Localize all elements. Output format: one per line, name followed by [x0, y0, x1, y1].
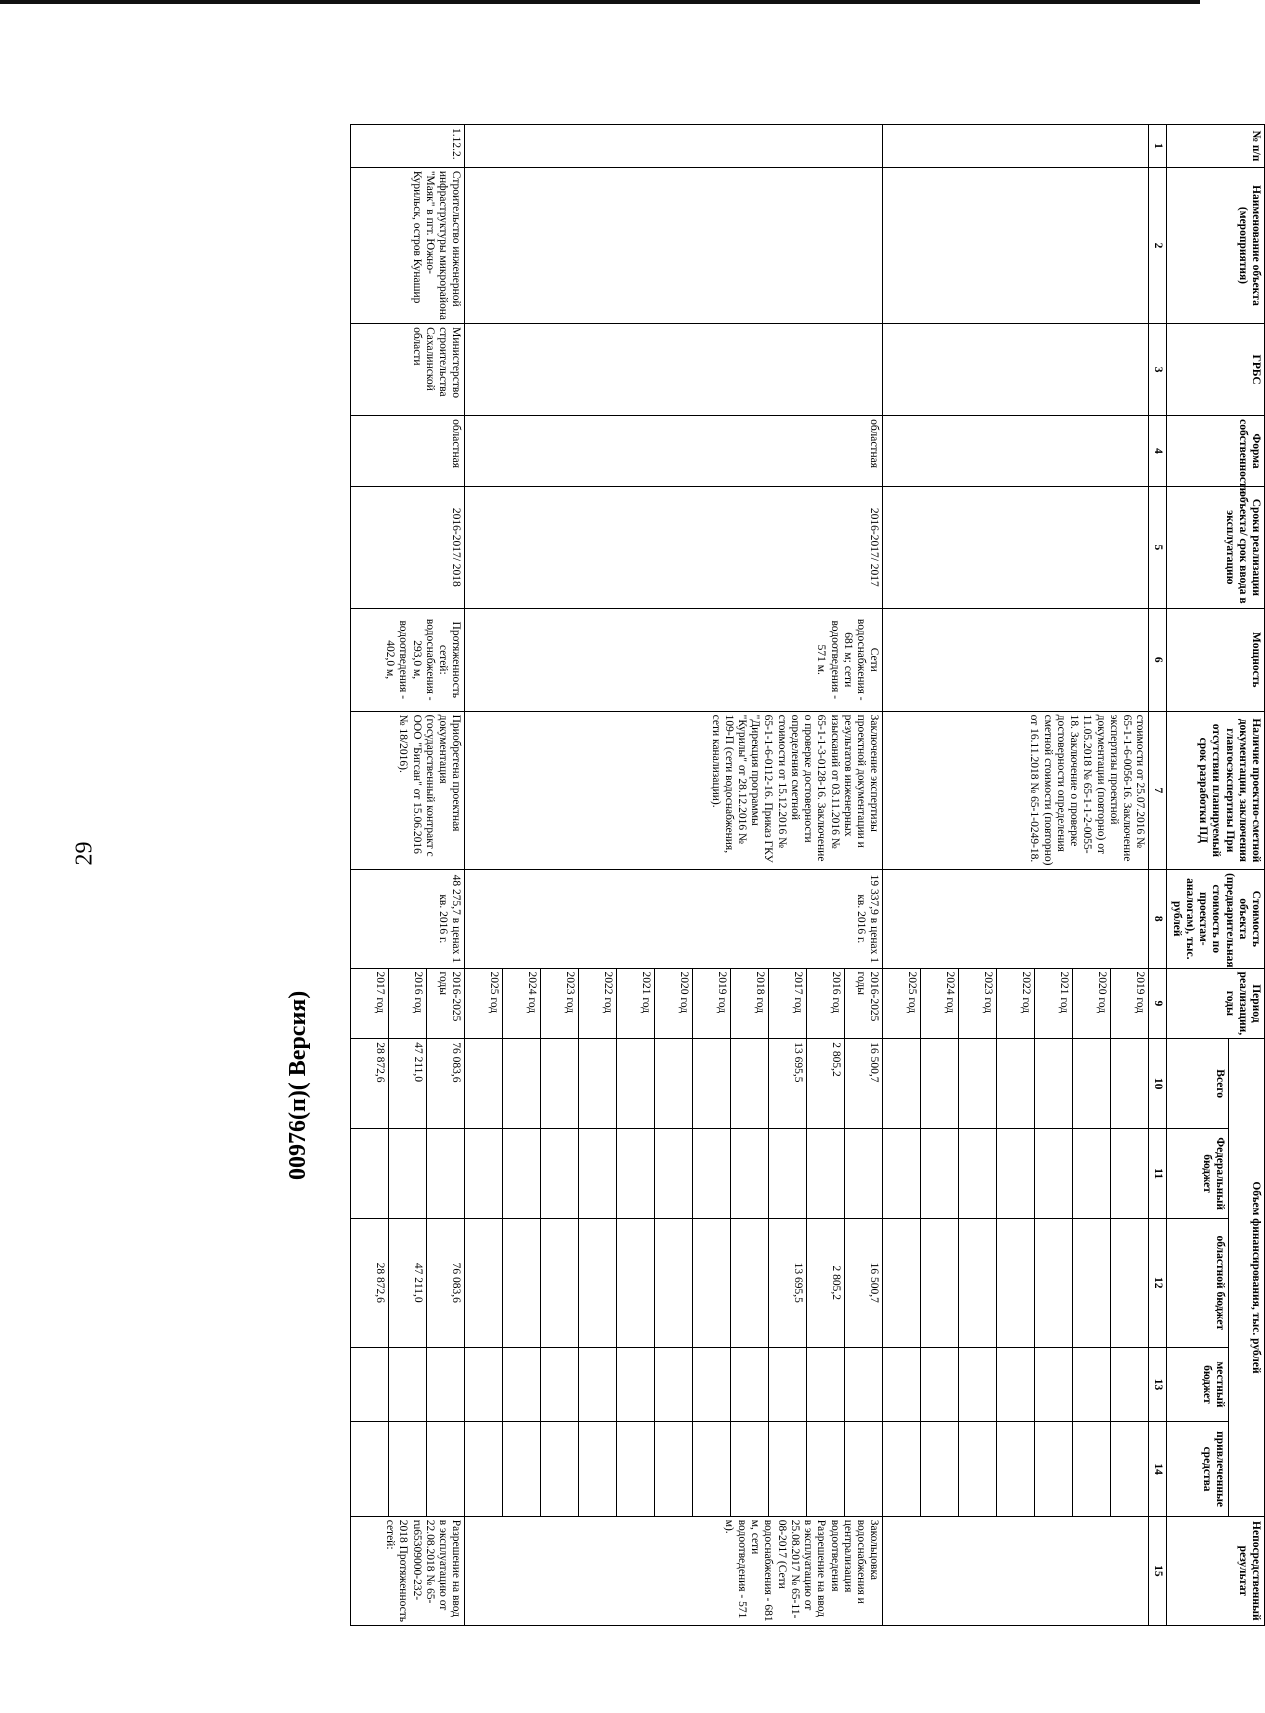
header-row — [1229, 125, 1265, 1626]
period-cell: 2016 год — [389, 968, 427, 1039]
period-cell: 2023 год — [541, 968, 579, 1039]
header-total: Всего — [1167, 1039, 1229, 1129]
period-cell: 2024 год — [503, 968, 541, 1039]
obj2-cost: 48 275,7 в ценах 1 кв. 2016 г. — [351, 870, 465, 968]
col-number: 4 — [1149, 416, 1167, 487]
col-number: 1 — [1149, 125, 1167, 168]
cont-docs-cell: стоимости от 25.07.2016 № 65-1-1-6-0056-16. Заключение экспертизы проектной документации (повторно) от 11.05.2018 № 65-1-1-2-0055-18. Заключение о проверке достоверности определения сметной стоимости (повторно) от 16.11.2018 № 65-1-0249-18. — [883, 711, 1149, 869]
period-cell: 2019 год — [693, 968, 731, 1039]
period-cell: 2017 год — [351, 968, 389, 1039]
obj1-capacity: Сети водоснабжения - 681 м; сети водоотведения - 571 м. — [465, 608, 883, 711]
header-name: Наименование объекта (мероприятия) — [1167, 167, 1265, 323]
column-number-row — [1149, 125, 1167, 1626]
regional-cell: 16 500,7 — [845, 1219, 883, 1347]
col-number: 10 — [1149, 1039, 1167, 1129]
obj1-form: областная — [465, 416, 883, 487]
period-cell: 2025 год — [883, 968, 921, 1039]
period-cell: 2021 год — [617, 968, 655, 1039]
header-attracted: привлеченные средства — [1167, 1422, 1229, 1516]
period-cell: 2022 год — [997, 968, 1035, 1039]
period-cell: 2018 год — [731, 968, 769, 1039]
period-cell: 2021 год — [1035, 968, 1073, 1039]
obj2-docs: Приобретена проектная документация (государственный контракт с ООО "Бигсан" от 15.06.2016 № 18/2016). — [351, 711, 465, 869]
obj2-terms: 2016-2017/ 2018 — [351, 486, 465, 608]
financing-table — [350, 124, 1265, 1626]
scan-top-border — [0, 0, 1200, 4]
period-cell: 2017 год — [769, 968, 807, 1039]
col-number: 7 — [1149, 711, 1167, 869]
total-cell: 16 500,7 — [845, 1039, 883, 1129]
col-number: 13 — [1149, 1347, 1167, 1422]
regional-cell: 2 805,2 — [807, 1219, 845, 1347]
header-terms: Сроки реализации объекта/ срок ввода в эксплуатацию — [1167, 486, 1265, 608]
col-number: 15 — [1149, 1516, 1167, 1625]
period-cell: 2016-2025 годы — [427, 968, 465, 1039]
page-number: 29 — [71, 841, 98, 866]
period-cell: 2020 год — [655, 968, 693, 1039]
obj1-docs: Заключение экспертизы проектной документации и результатов инженерных изысканий от 03.11.2016 № 65-1-1-3-0128-16. Заключение о проверке достоверности определения сметной стоимости от 15.12.2016 № 65-1-1-6-0112-16. Приказ ГКУ "Дирекция программы "Курилы" от 28.12.2016 № 109-П (сети водоснабжения, сети канализации). — [465, 711, 883, 869]
period-cell: 2024 год — [921, 968, 959, 1039]
rotated-table-sheet — [167, 124, 1265, 1626]
col-number: 12 — [1149, 1219, 1167, 1347]
header-docs: Наличие проектно-сметной документации, заключения главгосэкспертизы При отсутствии планируемый срок разработки ПД — [1167, 711, 1265, 869]
table-row — [845, 125, 883, 1626]
obj2-name: Строительство инженерной инфраструктуры микрорайона "Маяк" в пгт. Южно-Курильск, остров Кунашир — [351, 167, 465, 323]
regional-cell: 47 211,0 — [389, 1219, 427, 1347]
regional-cell: 28 872,6 — [351, 1219, 389, 1347]
total-cell: 2 805,2 — [807, 1039, 845, 1129]
obj1-terms: 2016-2017/ 2017 — [465, 486, 883, 608]
header-regional: областной бюджет — [1167, 1219, 1229, 1347]
document-version-footer: 00976(п)( Версия) — [285, 990, 311, 1180]
col-number: 3 — [1149, 324, 1167, 416]
obj2-form: областная — [351, 416, 465, 487]
header-federal: Федеральный бюджет — [1167, 1129, 1229, 1219]
col-number: 14 — [1149, 1422, 1167, 1516]
col-number: 6 — [1149, 608, 1167, 711]
period-cell: 2020 год — [1073, 968, 1111, 1039]
header-period: Период реализации, годы — [1167, 968, 1265, 1039]
header-cost: Стоимость объекта (предварительная стоимость по проектам-аналогам), тыс. рублей — [1167, 870, 1265, 968]
period-cell: 2016 год — [807, 968, 845, 1039]
header-form: Форма собственности — [1167, 416, 1265, 487]
period-cell: 2022 год — [579, 968, 617, 1039]
regional-cell: 76 083,6 — [427, 1219, 465, 1347]
period-cell: 2016-2025 годы — [845, 968, 883, 1039]
total-cell: 28 872,6 — [351, 1039, 389, 1129]
header-result: Непосредственный результат — [1167, 1516, 1265, 1625]
total-cell: 47 211,0 — [389, 1039, 427, 1129]
obj2-result: Разрешение на ввод в эксплуатацию от 22.08.2018 № 65-ru65309000-232-2018 Протяженность сетей: — [351, 1516, 465, 1625]
table-row — [427, 125, 465, 1626]
obj2-grbs: Министерство строительства Сахалинской области — [351, 324, 465, 416]
col-number: 11 — [1149, 1129, 1167, 1219]
total-cell: 76 083,6 — [427, 1039, 465, 1129]
header-grbs: ГРБС — [1167, 324, 1265, 416]
col-number: 5 — [1149, 486, 1167, 608]
col-number: 8 — [1149, 870, 1167, 968]
header-local: местный бюджет — [1167, 1347, 1229, 1422]
period-cell: 2023 год — [959, 968, 997, 1039]
header-financing: Объем финансирования, тыс. рублей — [1229, 1039, 1265, 1517]
header-num: № п/п — [1167, 125, 1265, 168]
total-cell: 13 695,5 — [769, 1039, 807, 1129]
obj1-result: Закольцовка водоснабжения и централизация водоотведения Разрешение на ввод в эксплуатацию от 25.08.2017 № 65-11-08-2017 (Сети водоснабжения - 681 м, сети водоотведения - 571 м). — [465, 1516, 883, 1625]
table-row — [1111, 125, 1149, 1626]
obj1-cost: 19 337,9 в ценах 1 кв. 2016 г. — [465, 870, 883, 968]
period-cell: 2019 год — [1111, 968, 1149, 1039]
period-cell: 2025 год — [465, 968, 503, 1039]
obj2-num: 1.12.2. — [351, 125, 465, 168]
obj2-capacity: Протяженность сетей: водоснабжения - 293,0 м, водоотведения - 402,0 м, — [351, 608, 465, 711]
header-capacity: Мощность — [1167, 608, 1265, 711]
regional-cell: 13 695,5 — [769, 1219, 807, 1347]
col-number: 2 — [1149, 167, 1167, 323]
col-number: 9 — [1149, 968, 1167, 1039]
